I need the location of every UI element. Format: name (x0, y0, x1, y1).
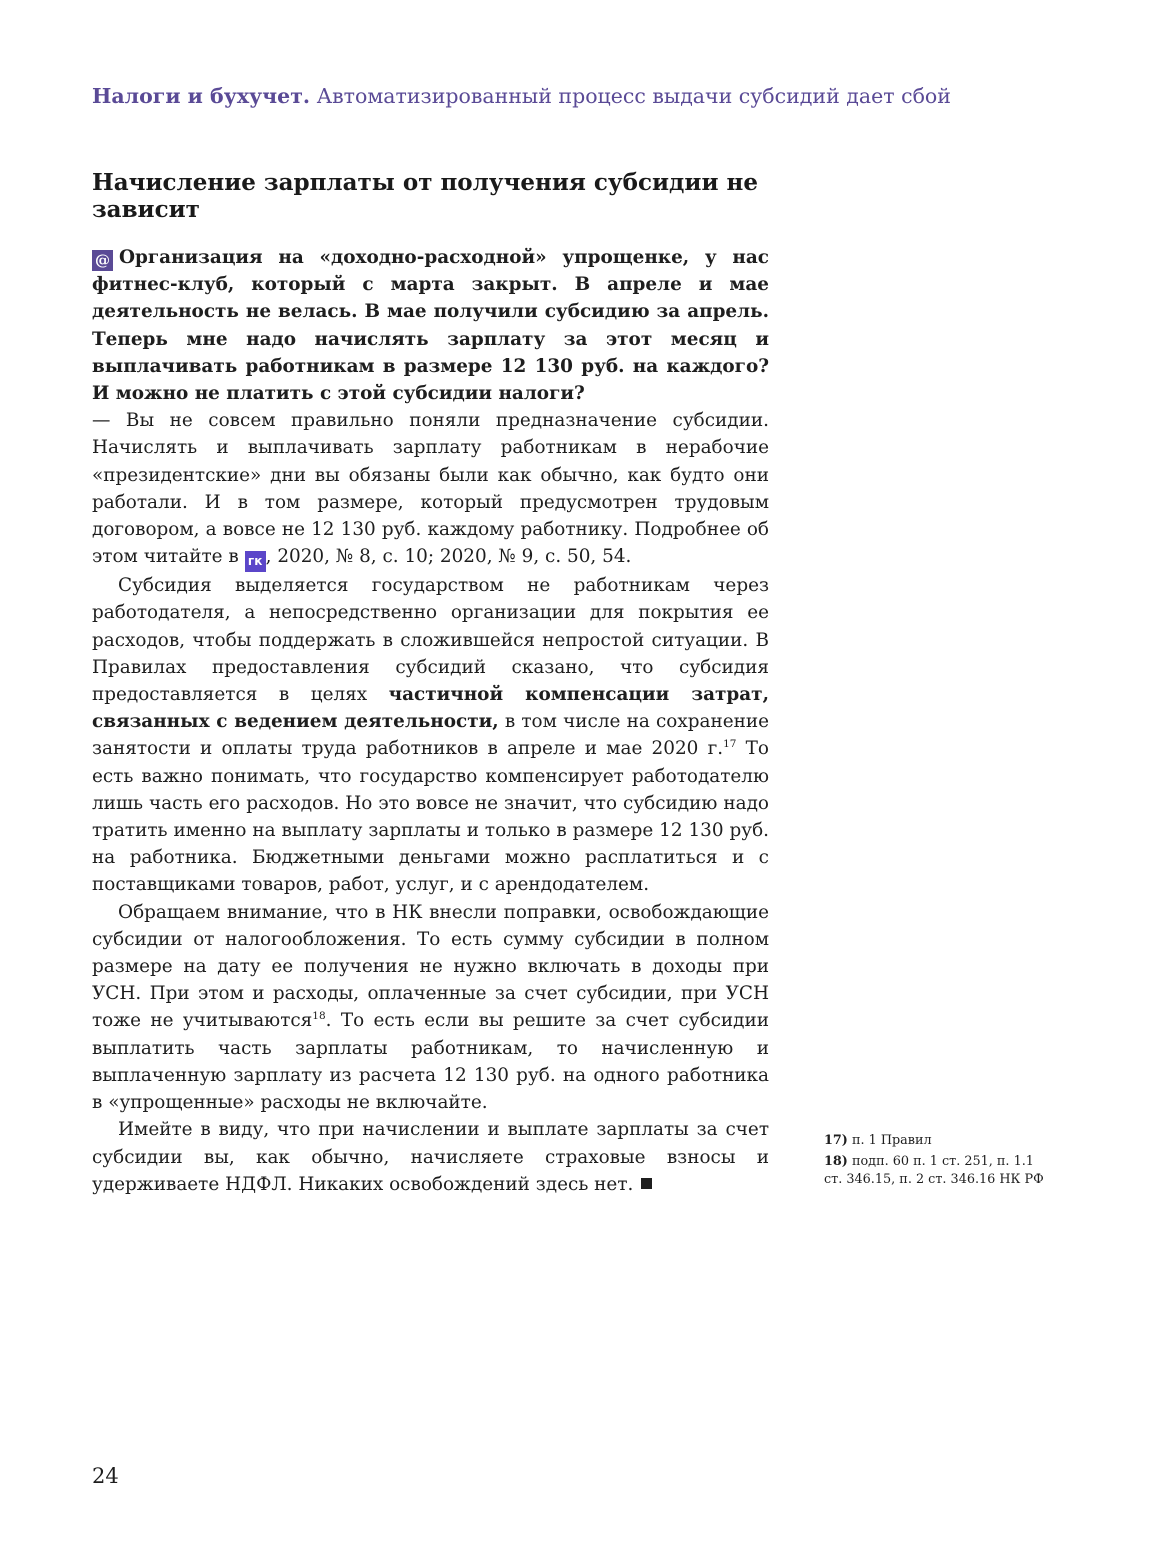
p3-end: . То есть если вы решите за счет субсидии выплатить часть зарплаты работникам, то начисленную и выплаченную зарплату из расчета 12 130 руб. на одного работника в «упрощенные» расходы не включайте. (92, 1010, 769, 1114)
answer-paragraph-1 (92, 407, 769, 572)
footnote-text: п. 1 Правил (851, 1133, 932, 1148)
footnote-number: 18) (824, 1154, 848, 1169)
article-title: Начисление зарплаты от получения субсидии не зависит (92, 169, 758, 223)
running-head-section: Налоги и бухучет. (92, 84, 311, 108)
question-text: Организация на «доходно-расходной» упрощенке, у нас фитнес-клуб, который с марта закрыт. В апреле и мае деятельность не велась. В мае получили субсидию за апрель. Теперь мне надо начислять зарплату за этот месяц и выплачивать работникам в размере 12 130 руб. на каждого? И можно не платить с этой субсидии налоги? (92, 247, 769, 405)
page-number: 24 (92, 1464, 119, 1488)
running-head-title: Автоматизированный процесс выдачи субсидий дает сбой (316, 84, 951, 108)
footnotes (824, 1132, 1046, 1192)
p3-start: Обращаем внимание, что в НК внесли поправки, освобождающие субсидии от налогообложения. То есть сумму субсидии в полном размере на дату ее получения не нужно включать в доходы при УСН. При этом и расходы, оплаченные за счет субсидии, при УСН тоже не учитываются (92, 901, 769, 1032)
footnote-ref-17: 17 (723, 738, 737, 751)
p2-middle: в том числе на сохранение занятости и оплаты труда работников в апреле и мае 2020 г. (92, 711, 769, 760)
answer-paragraph-3 (92, 899, 769, 1117)
answer-lead: — Вы не совсем правильно поняли предназначение субсидии. Начислять и выплачивать зарплату работникам в нерабочие «президентские» дни вы обязаны были как обычно, как будто они работали. И в том размере, который предусмотрен трудовым договором, а вовсе не 12 130 руб. каждому работнику. Подробнее об этом читайте в (92, 410, 769, 568)
footnote-18 (824, 1153, 1046, 1189)
article-body (92, 244, 769, 1198)
answer-refs: , 2020, № 8, с. 10; 2020, № 9, с. 50, 54. (265, 546, 632, 568)
answer-paragraph-2 (92, 572, 769, 898)
footnote-ref-18: 18 (312, 1010, 326, 1023)
p4-text: Имейте в виду, что при начислении и выплате зарплаты за счет субсидии вы, как обычно, начисляете страховые взносы и удерживаете НДФЛ. Никаких освобождений здесь нет. (92, 1119, 769, 1195)
journal-logo-icon: гк (245, 551, 266, 572)
at-sign-icon: @ (92, 250, 113, 271)
footnote-number: 17) (824, 1133, 848, 1148)
running-head (92, 83, 1092, 109)
p2-end: То есть важно понимать, что государство компенсирует работодателю лишь часть его расходов. Но это вовсе не значит, что субсидию надо тратить именно на выплату зарплаты и только в размере 12 130 руб. на работника. Бюджетными деньгами можно расплатиться и с поставщиками товаров, работ, услуг, и с арендодателем. (92, 738, 769, 896)
end-of-article-square-icon (641, 1178, 652, 1189)
footnote-text: подп. 60 п. 1 ст. 251, п. 1.1 ст. 346.15, п. 2 ст. 346.16 НК РФ (824, 1154, 1044, 1187)
reader-question (92, 244, 769, 407)
footnote-17 (824, 1132, 1046, 1150)
p2-emphasis: частичной компенсации затрат, связанных с ведением деятельности, (92, 684, 769, 733)
answer-paragraph-4 (92, 1116, 769, 1198)
p2-start: Субсидия выделяется государством не работникам через работодателя, а непосредственно организации для покрытия ее расходов, чтобы поддержать в сложившейся непростой ситуации. В Правилах предоставления субсидий сказано, что субсидия предоставляется в целях (92, 575, 769, 706)
